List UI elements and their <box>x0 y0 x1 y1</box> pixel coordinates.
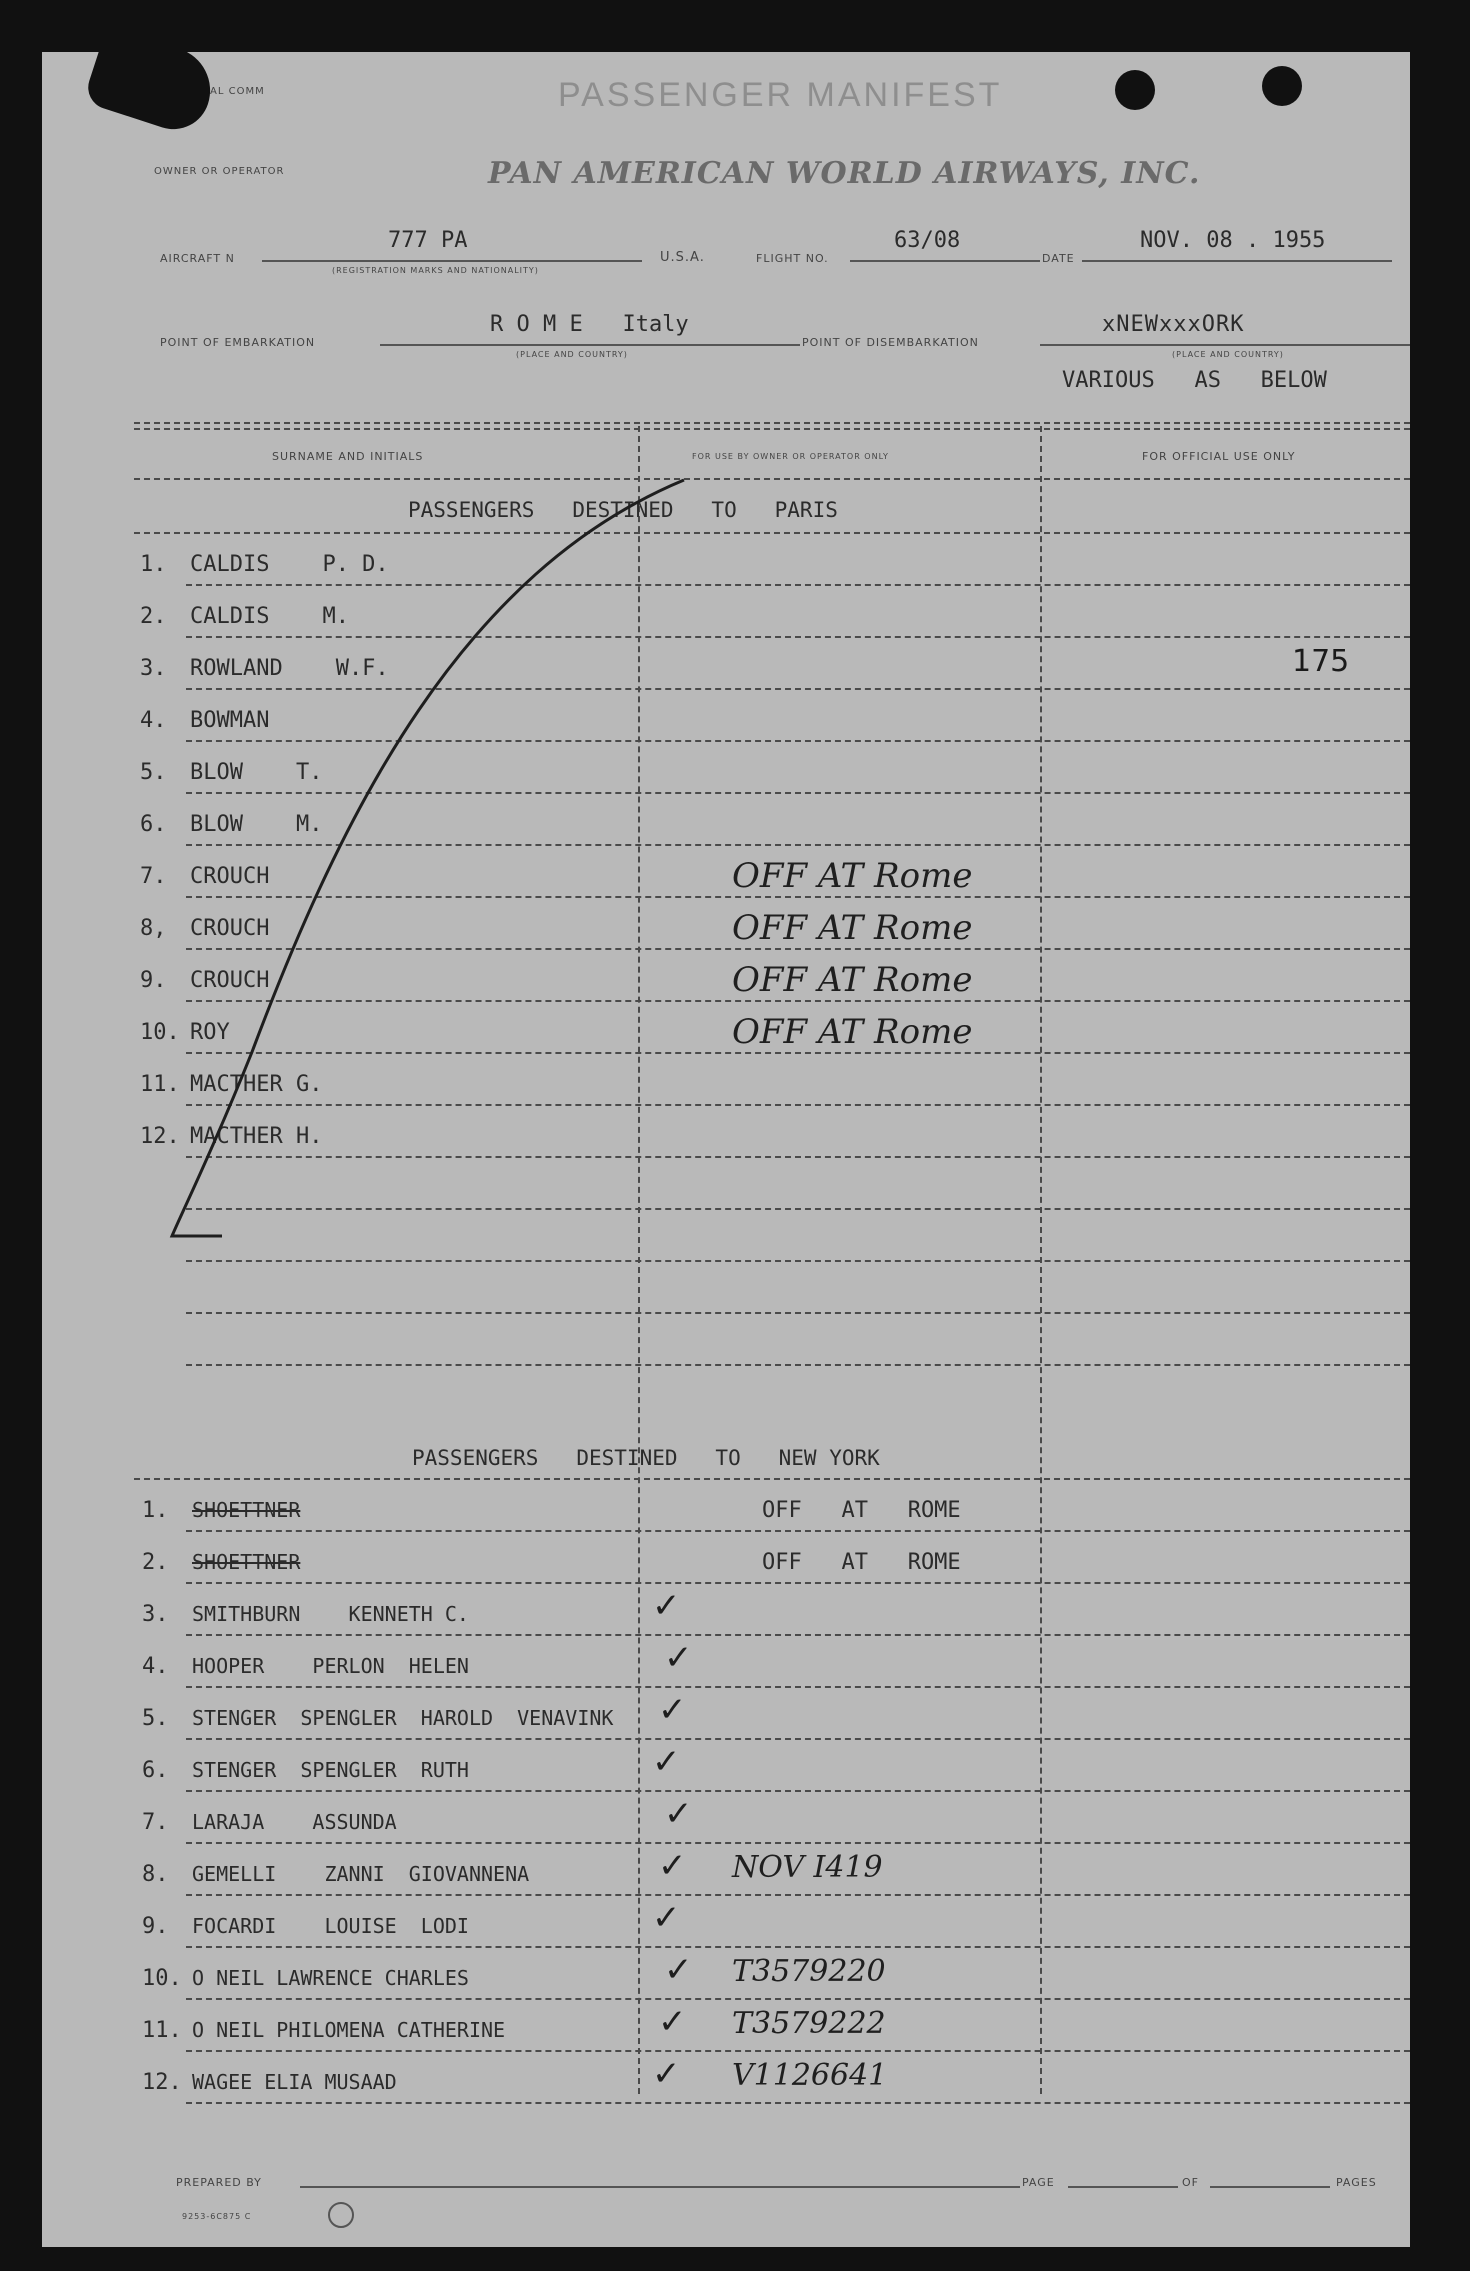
newyork-row-handwritten: NOV I419 <box>732 1850 883 1885</box>
of-label: OF <box>1182 2176 1199 2189</box>
check-mark-icon: ✓ <box>664 1794 693 1834</box>
newyork-row-handwritten: V1126641 <box>732 2058 888 2093</box>
paris-row-name: ROY <box>190 1020 230 1045</box>
newyork-row-number: 6. <box>142 1758 169 1783</box>
airline-name: PAN AMERICAN WORLD AIRWAYS, INC. <box>488 156 1201 191</box>
paris-row-number: 9. <box>140 968 167 993</box>
paris-row-name: BLOW T. <box>190 760 323 785</box>
paris-row-name: CALDIS M. <box>190 604 349 629</box>
embarkation-caption: (PLACE AND COUNTRY) <box>516 350 628 359</box>
newyork-row-name: GEMELLI ZANNI GIOVANNENA <box>192 1862 530 1886</box>
newyork-row-handwritten: T3579220 <box>732 1954 886 1989</box>
date-label: DATE <box>1042 252 1075 265</box>
check-mark-icon: ✓ <box>652 1586 681 1626</box>
registration-caption: (REGISTRATION MARKS AND NATIONALITY) <box>332 266 539 275</box>
pages-label: PAGES <box>1336 2176 1377 2189</box>
page-title: PASSENGER MANIFEST <box>558 76 1003 114</box>
newyork-row-number: 7. <box>142 1810 169 1835</box>
check-mark-icon: ✓ <box>658 1690 687 1730</box>
handwritten-arc <box>42 52 1410 2247</box>
newyork-section-heading: PASSENGERS DESTINED TO NEW YORK <box>412 1446 880 1470</box>
newyork-row-name: FOCARDI LOUISE LODI <box>192 1914 469 1938</box>
check-mark-icon: ✓ <box>652 1898 681 1938</box>
check-mark-icon: ✓ <box>658 2002 687 2042</box>
corner-label: AL COMM <box>210 86 265 97</box>
newyork-row-name: SHOETTNER <box>192 1550 301 1574</box>
column-header-owner-use: FOR USE BY OWNER OR OPERATOR ONLY <box>692 452 889 461</box>
paris-row-number: 11. <box>140 1072 180 1097</box>
paris-row-number: 7. <box>140 864 167 889</box>
paris-section-heading: PASSENGERS DESTINED TO PARIS <box>408 498 838 522</box>
page-underline <box>1068 2186 1178 2188</box>
newyork-row-number: 2. <box>142 1550 169 1575</box>
country-label: U.S.A. <box>660 250 705 265</box>
paris-row-name: MACTHER H. <box>190 1124 323 1149</box>
newyork-row-name: O NEIL LAWRENCE CHARLES <box>192 1966 469 1990</box>
paris-row-name: BOWMAN <box>190 708 270 733</box>
check-mark-icon: ✓ <box>658 1846 687 1886</box>
paris-row-note: OFF AT Rome <box>732 1012 973 1052</box>
prepared-by-label: PREPARED BY <box>176 2176 262 2189</box>
manifest-sheet <box>42 52 1410 2247</box>
paris-row-name: BLOW M. <box>190 812 323 837</box>
disembarkation-caption: (PLACE AND COUNTRY) <box>1172 350 1284 359</box>
of-underline <box>1210 2186 1330 2188</box>
newyork-row-number: 10. <box>142 1966 182 1991</box>
newyork-row-number: 12. <box>142 2070 182 2095</box>
newyork-row-number: 4. <box>142 1654 169 1679</box>
aircraft-value: 777 PA <box>388 228 468 253</box>
union-bug-icon <box>328 2202 354 2228</box>
paris-row-number: 2. <box>140 604 167 629</box>
paris-row-number: 3. <box>140 656 167 681</box>
newyork-row-name: HOOPER PERLON HELEN <box>192 1654 469 1678</box>
disembarkation-note: VARIOUS AS BELOW <box>1062 368 1327 393</box>
paris-row-note: OFF AT Rome <box>732 908 973 948</box>
paris-row-note: OFF AT Rome <box>732 856 973 896</box>
paris-row-number: 10. <box>140 1020 180 1045</box>
paris-row-number: 8, <box>140 916 167 941</box>
paris-row-name: CROUCH <box>190 864 270 889</box>
embarkation-label: POINT OF EMBARKATION <box>160 336 316 349</box>
newyork-row-note: OFF AT ROME <box>762 1498 961 1523</box>
check-mark-icon: ✓ <box>652 2054 681 2094</box>
aircraft-label: AIRCRAFT N <box>160 252 235 265</box>
newyork-row-number: 8. <box>142 1862 169 1887</box>
check-mark-icon: ✓ <box>652 1742 681 1782</box>
paris-row-name: CROUCH <box>190 916 270 941</box>
paris-row-number: 12. <box>140 1124 180 1149</box>
newyork-row-name: SMITHBURN KENNETH C. <box>192 1602 469 1626</box>
disembarkation-value: xNEWxxxORK <box>1102 312 1245 337</box>
flight-value: 63/08 <box>894 228 961 253</box>
column-header-surname: SURNAME AND INITIALS <box>272 450 424 463</box>
newyork-row-number: 5. <box>142 1706 169 1731</box>
newyork-row-name: WAGEE ELIA MUSAAD <box>192 2070 397 2094</box>
paris-row-number: 5. <box>140 760 167 785</box>
owner-label: OWNER OR OPERATOR <box>154 166 285 177</box>
newyork-row-number: 9. <box>142 1914 169 1939</box>
flight-label: FLIGHT NO. <box>756 252 829 265</box>
newyork-row-name: O NEIL PHILOMENA CATHERINE <box>192 2018 506 2042</box>
official-number: 175 <box>1292 644 1350 679</box>
newyork-row-name: STENGER SPENGLER HAROLD VENAVINK <box>192 1706 614 1730</box>
paris-row-name: CROUCH <box>190 968 270 993</box>
form-number: 9253-6C875 C <box>182 2212 252 2221</box>
newyork-row-name: STENGER SPENGLER RUTH <box>192 1758 469 1782</box>
page-label: PAGE <box>1022 2176 1055 2189</box>
paris-row-number: 4. <box>140 708 167 733</box>
paris-row-number: 1. <box>140 552 167 577</box>
newyork-row-number: 11. <box>142 2018 182 2043</box>
newyork-row-note: OFF AT ROME <box>762 1550 961 1575</box>
check-mark-icon: ✓ <box>664 1950 693 1990</box>
date-value: NOV. 08 . 1955 <box>1140 228 1326 253</box>
paris-row-note: OFF AT Rome <box>732 960 973 1000</box>
check-mark-icon: ✓ <box>664 1638 693 1678</box>
newyork-row-handwritten: T3579222 <box>732 2006 886 2041</box>
paris-row-name: MACTHER G. <box>190 1072 323 1097</box>
paris-row-name: ROWLAND W.F. <box>190 656 389 681</box>
column-header-official-use: FOR OFFICIAL USE ONLY <box>1142 450 1296 463</box>
prepared-by-underline <box>300 2186 1020 2188</box>
newyork-row-number: 3. <box>142 1602 169 1627</box>
newyork-row-name: LARAJA ASSUNDA <box>192 1810 397 1834</box>
disembarkation-label: POINT OF DISEMBARKATION <box>802 336 979 349</box>
newyork-row-name: SHOETTNER <box>192 1498 301 1522</box>
paris-row-name: CALDIS P. D. <box>190 552 389 577</box>
paris-row-number: 6. <box>140 812 167 837</box>
newyork-row-number: 1. <box>142 1498 169 1523</box>
embarkation-value: R O M E Italy <box>490 312 689 337</box>
